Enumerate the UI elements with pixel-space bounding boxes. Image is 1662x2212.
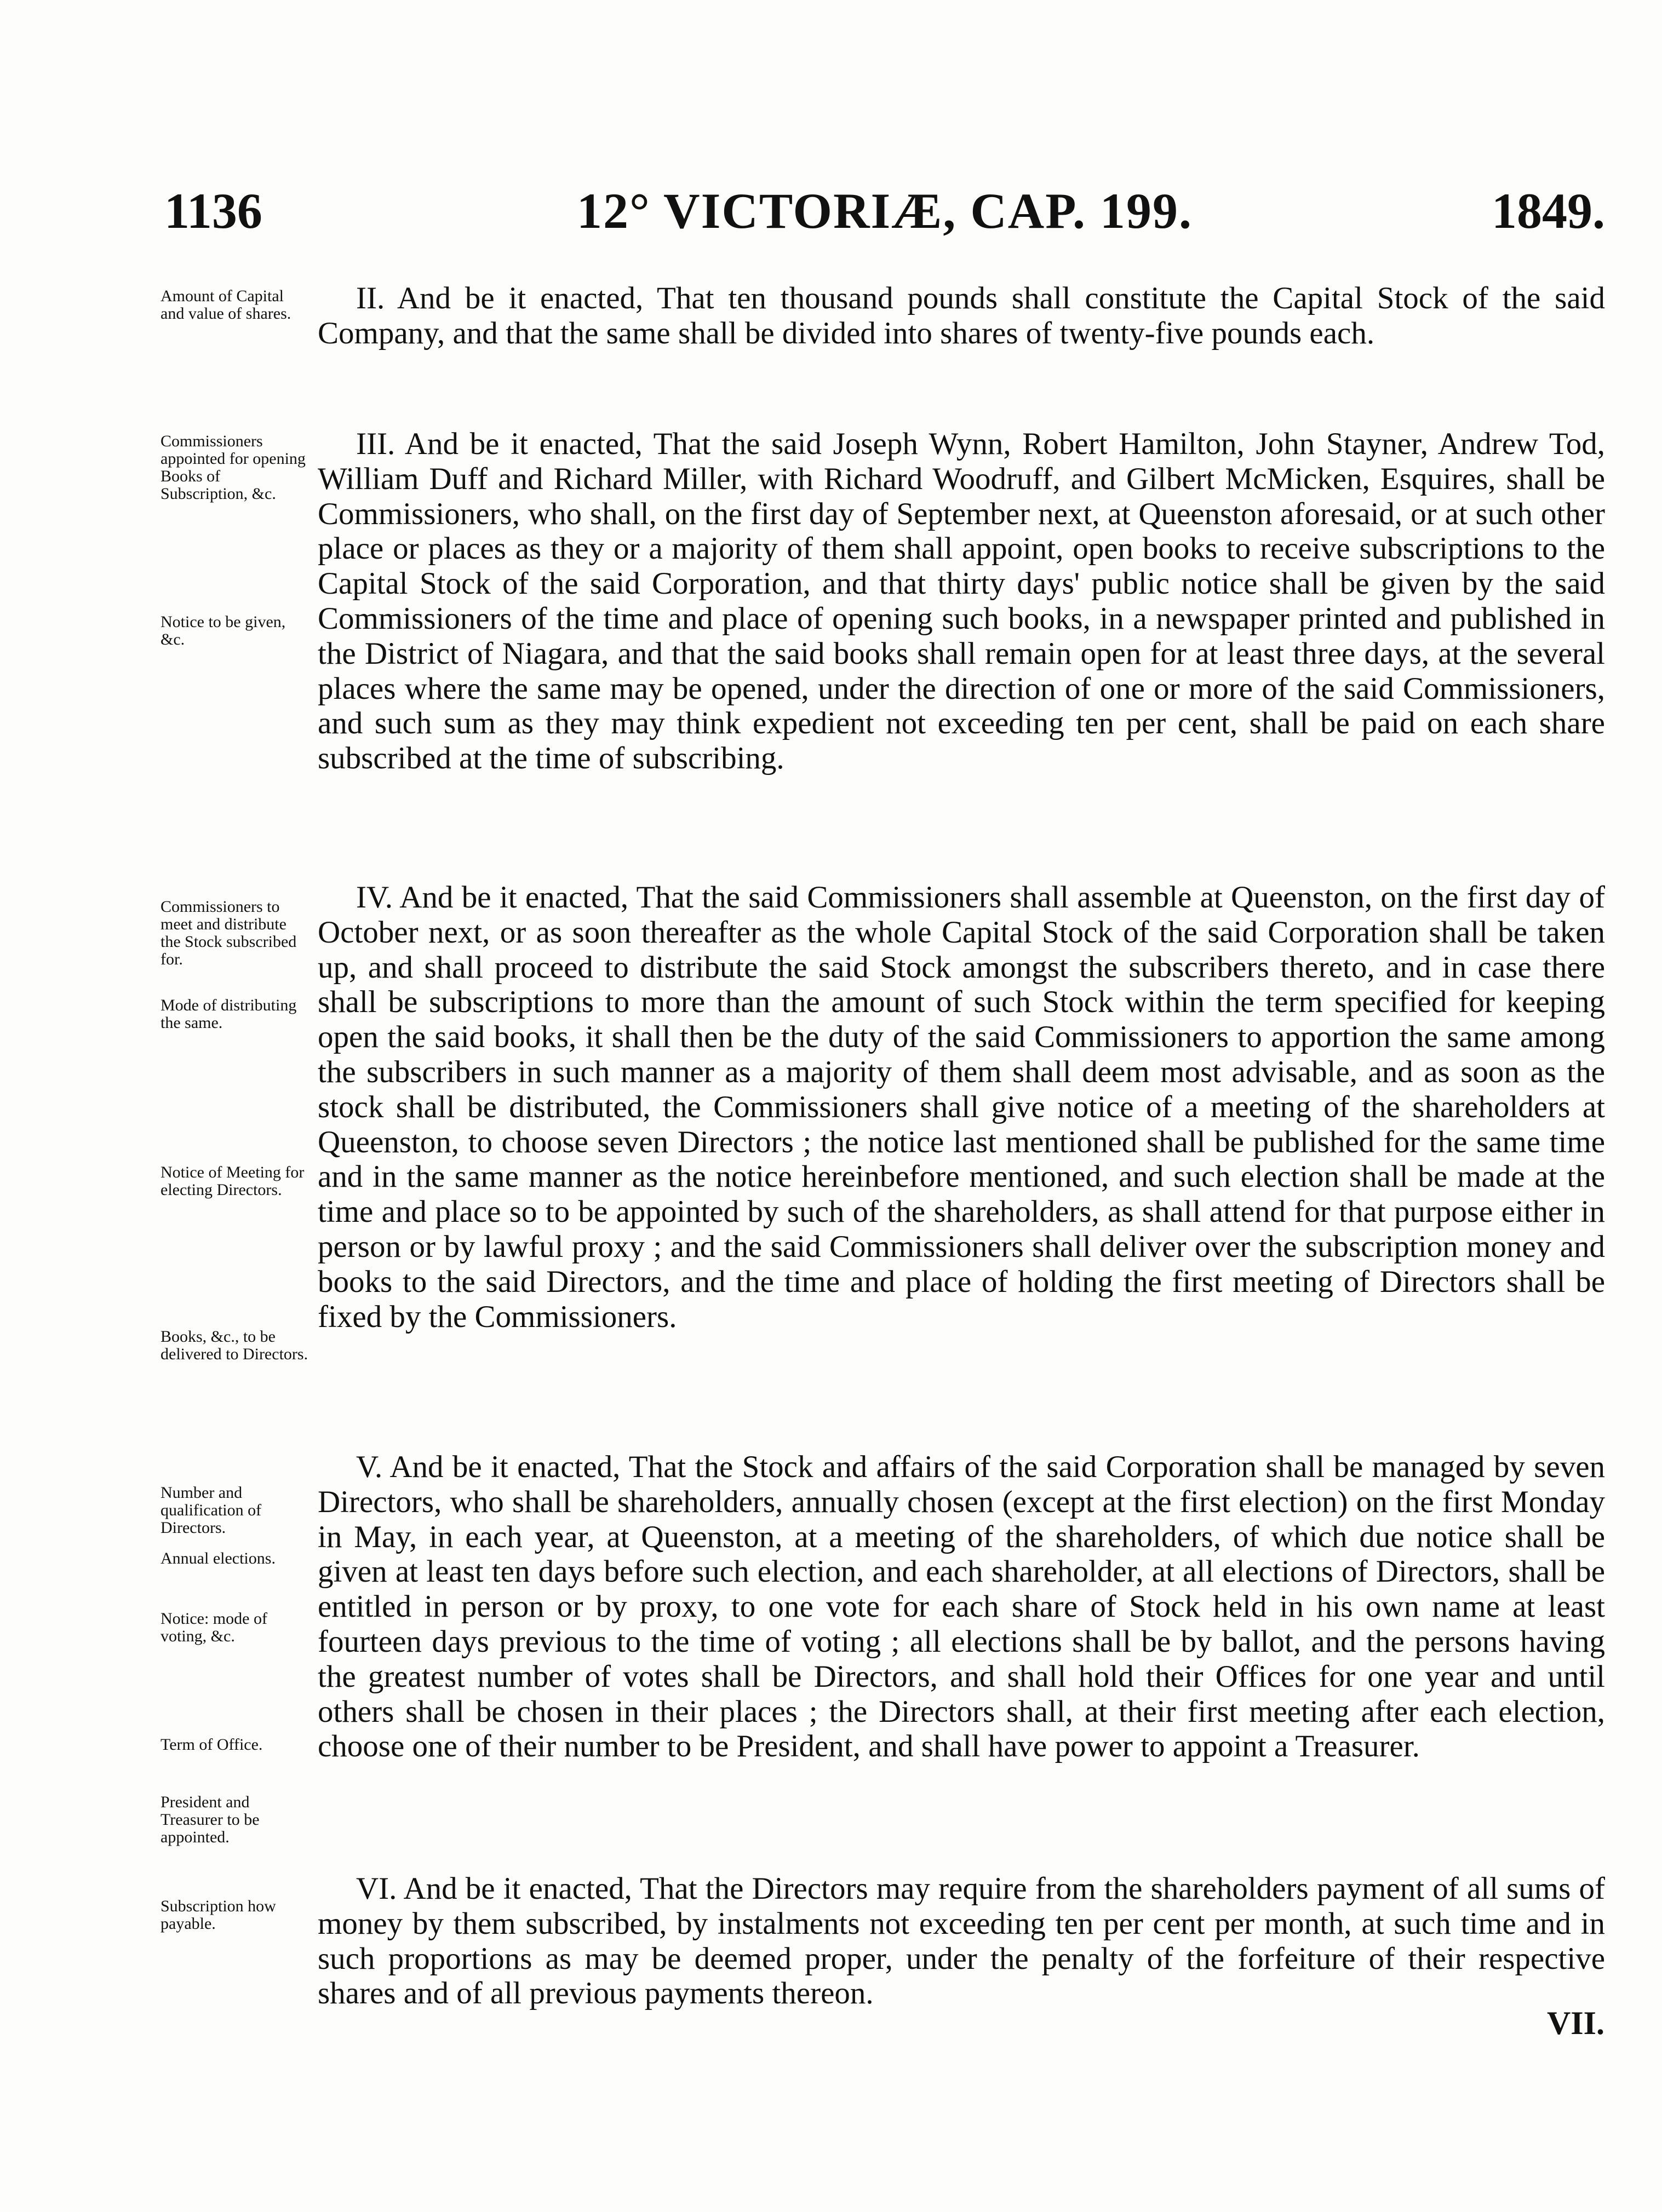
margin-note: Annual elections. xyxy=(161,1549,276,1567)
section-4: IV. And be it enacted, That the said Commissioners shall assemble at Queenston, on the first day of October next, or as soon thereafter as the whole Capital Stock of the said Corporation shall be taken up, and shall proceed to distribute the said Stock amongst the subscribers thereto, and in case there shall be subscriptions to more than the amount of such Stock within the term specified for keeping open the said books, it shall then be the duty of the said Commissioners to apportion the same among the subscribers in such manner as a majority of them shall deem most advisable, and as soon as the stock shall be distributed, the Commissioners shall give notice of a meeting of the shareholders at Queenston, to choose seven Directors ; the notice last mentioned shall be published for the same time and in the same manner as the notice hereinbefore mentioned, and such election shall be made at the time and place so to be appointed by such of the shareholders, as shall attend for that purpose either in person or by lawful proxy ; and the said Commissioners shall deliver over the subscription money and books to the said Directors, and the time and place of holding the first meeting of Directors shall be fixed by the Commissioners. xyxy=(318,880,1605,1334)
section-5: V. And be it enacted, That the Stock and affairs of the said Corporation shall be managed by seven Directors, who shall be shareholders, annually chosen (except at the first election) on the first Monday in May, in each year, at Queenston, at a meeting of the shareholders, of which due notice shall be given at least ten days before such election, and each shareholder, at all elections of Directors, shall be entitled in person or by proxy, to one vote for each share of Stock held in his own name at least fourteen days previous to the time of voting ; all elections shall be by ballot, and the persons having the greatest number of votes shall be Directors, and shall hold their Offices for one year and until others shall be chosen in their places ; the Directors shall, at their first meeting after each election, choose one of their number to be President, and shall have power to appoint a Treasurer. xyxy=(318,1450,1605,1764)
catchword: VII. xyxy=(1546,2005,1604,2041)
margin-note: Notice to be given, &c. xyxy=(161,613,286,648)
margin-note: Term of Office. xyxy=(161,1736,263,1754)
margin-note: President and Treasurer to be appointed. xyxy=(161,1793,260,1846)
section-3: III. And be it enacted, That the said Joseph Wynn, Robert Hamilton, John Stayner, Andrew Tod, William Duff and Richard Miller, with Richard Woodruff, and Gilbert McMicken, Esquires, shall be Commissioners, who shall, on the first day of September next, at Queenston aforesaid, or at such other place or places as they or a majority of them shall appoint, open books to receive subscriptions to the Capital Stock of the said Corporation, and that thirty days' public notice shall be given by the said Commissioners of the time and place of opening such books, in a newspaper printed and published in the District of Niagara, and that the said books shall remain open for at least three days, at the several places where the same may be opened, under the direction of one or more of the said Commissioners, and such sum as they may think expedient not exceeding ten per cent, shall be paid on each share subscribed at the time of subscribing. xyxy=(318,427,1605,776)
margin-note: Notice: mode of voting, &c. xyxy=(161,1610,267,1645)
margin-note: Commissioners appointed for opening Books of Subscription, &c. xyxy=(161,432,306,503)
margin-note: Books, &c., to be delivered to Directors. xyxy=(161,1328,308,1363)
margin-note: Mode of distributing the same. xyxy=(161,996,297,1032)
section-2: II. And be it enacted, That ten thousand pounds shall constitute the Capital Stock of the said Company, and that the same shall be divided into shares of twenty-five pounds each. xyxy=(318,281,1605,351)
header-year: 1849. xyxy=(1492,183,1605,239)
section-6: VI. And be it enacted, That the Directors may require from the shareholders payment of all sums of money by them subscribed, by instalments not exceeding ten per cent per month, at such time and in such proportions as may be deemed proper, under the penalty of the forfeiture of their respective shares and of all previous payments thereon. xyxy=(318,1871,1605,2011)
margin-note: Notice of Meeting for electing Directors. xyxy=(161,1163,305,1199)
margin-note: Subscription how payable. xyxy=(161,1897,276,1933)
page-header xyxy=(164,181,1605,252)
running-title: 12° VICTORIÆ, CAP. 199. xyxy=(577,183,1193,239)
margin-note: Commissioners to meet and distribute the Stock subscribed for. xyxy=(161,898,297,968)
margin-note: Number and qualification of Directors. xyxy=(161,1484,262,1537)
page-number: 1136 xyxy=(164,183,262,239)
margin-note: Amount of Capital and value of shares. xyxy=(161,287,291,323)
